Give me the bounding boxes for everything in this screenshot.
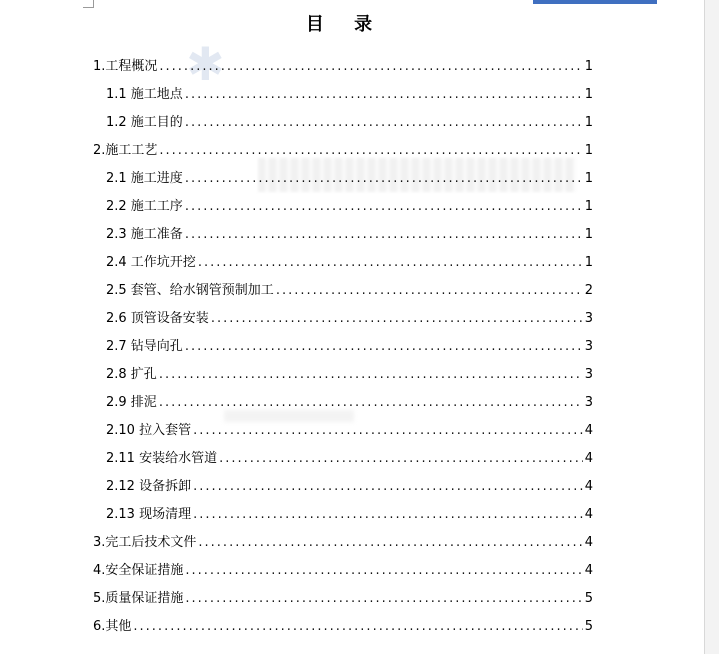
toc-entry-label: 1.1 施工地点: [106, 87, 183, 102]
toc-title: 目 录: [305, 14, 385, 35]
toc-entry-page-number: 1: [584, 255, 593, 270]
toc-entry[interactable]: [93, 187, 593, 215]
toc-entry-label: 2.10 拉入套管: [106, 423, 192, 438]
toc-entry-label: 2.3 施工准备: [106, 227, 183, 242]
toc-dot-leader: [185, 227, 583, 243]
toc-entry-page-number: 4: [584, 563, 593, 578]
toc-dot-leader: [198, 255, 583, 271]
toc-entry-label: 2.5 套管、给水钢管预制加工: [106, 283, 274, 298]
toc-dot-leader: [185, 563, 582, 579]
toc-entry-page-number: 4: [584, 507, 593, 522]
toc-dot-leader: [185, 171, 583, 187]
toc-dot-leader: [193, 479, 583, 495]
toc-entry-label: 2.4 工作坑开挖: [106, 255, 196, 270]
toc-entry[interactable]: [93, 271, 593, 299]
top-header-strip: [533, 0, 657, 4]
toc-list: [93, 47, 593, 635]
toc-entry-label: 3.完工后技术文件: [93, 535, 197, 550]
toc-dot-leader: [219, 451, 583, 467]
toc-entry-label: 2.6 顶管设备安装: [106, 311, 209, 326]
toc-entry-page-number: 1: [584, 87, 593, 102]
toc-entry-page-number: 3: [584, 339, 593, 354]
toc-dot-leader: [159, 59, 582, 75]
toc-entry[interactable]: [93, 523, 593, 551]
toc-entry[interactable]: [93, 159, 593, 187]
toc-entry-label: 2.7 钻导向孔: [106, 339, 183, 354]
toc-entry[interactable]: [93, 103, 593, 131]
toc-entry[interactable]: [93, 383, 593, 411]
toc-dot-leader: [185, 591, 582, 607]
toc-entry[interactable]: [93, 299, 593, 327]
toc-entry[interactable]: [93, 579, 593, 607]
toc-entry[interactable]: [93, 355, 593, 383]
toc-dot-leader: [185, 339, 583, 355]
toc-entry-page-number: 4: [584, 423, 593, 438]
toc-dot-leader: [211, 311, 583, 327]
toc-entry-page-number: 5: [584, 619, 593, 634]
margin-corner-mark: [83, 0, 94, 8]
toc-entry-label: 2.8 扩孔: [106, 367, 157, 382]
toc-entry-label: 2.11 安装给水管道: [106, 451, 218, 466]
toc-entry-page-number: 2: [584, 283, 593, 298]
page-right-margin: [704, 0, 719, 654]
toc-entry[interactable]: [93, 607, 593, 635]
toc-entry-label: 6.其他: [93, 619, 132, 634]
toc-entry[interactable]: [93, 411, 593, 439]
toc-entry-page-number: 1: [584, 227, 593, 242]
toc-entry[interactable]: [93, 47, 593, 75]
toc-dot-leader: [276, 283, 583, 299]
toc-entry[interactable]: [93, 131, 593, 159]
toc-entry-page-number: 1: [584, 59, 593, 74]
toc-dot-leader: [159, 395, 583, 411]
toc-entry-page-number: 5: [584, 591, 593, 606]
toc-entry[interactable]: [93, 467, 593, 495]
toc-entry-page-number: 1: [584, 143, 593, 158]
star-watermark-icon: ✱: [186, 37, 225, 91]
toc-entry-page-number: 3: [584, 311, 593, 326]
toc-dot-leader: [193, 423, 583, 439]
toc-entry-label: 1.工程概况: [93, 59, 158, 74]
toc-entry[interactable]: [93, 75, 593, 103]
toc-dot-leader: [133, 619, 582, 635]
toc-dot-leader: [185, 115, 583, 131]
toc-entry-label: 1.2 施工目的: [106, 115, 183, 130]
toc-entry-label: 2.13 现场清理: [106, 507, 192, 522]
toc-entry[interactable]: [93, 327, 593, 355]
toc-entry-page-number: 1: [584, 115, 593, 130]
toc-entry-page-number: 4: [584, 479, 593, 494]
toc-entry-label: 2.12 设备拆卸: [106, 479, 192, 494]
toc-entry[interactable]: [93, 243, 593, 271]
toc-entry-label: 5.质量保证措施: [93, 591, 184, 606]
toc-entry-page-number: 3: [584, 367, 593, 382]
toc-dot-leader: [185, 87, 583, 103]
toc-entry-page-number: 4: [584, 451, 593, 466]
toc-entry[interactable]: [93, 439, 593, 467]
toc-entry-label: 2.9 排泥: [106, 395, 157, 410]
toc-dot-leader: [198, 535, 582, 551]
toc-entry-page-number: 3: [584, 395, 593, 410]
toc-entry-label: 2.施工工艺: [93, 143, 158, 158]
toc-entry-label: 4.安全保证措施: [93, 563, 184, 578]
toc-entry-page-number: 1: [584, 171, 593, 186]
toc-entry-label: 2.2 施工工序: [106, 199, 183, 214]
toc-entry[interactable]: [93, 495, 593, 523]
toc-dot-leader: [159, 143, 582, 159]
toc-entry-label: 2.1 施工进度: [106, 171, 183, 186]
toc-entry[interactable]: [93, 215, 593, 243]
toc-dot-leader: [185, 199, 583, 215]
toc-entry[interactable]: [93, 551, 593, 579]
toc-dot-leader: [193, 507, 583, 523]
toc-dot-leader: [159, 367, 583, 383]
toc-entry-page-number: 4: [584, 535, 593, 550]
toc-entry-page-number: 1: [584, 199, 593, 214]
